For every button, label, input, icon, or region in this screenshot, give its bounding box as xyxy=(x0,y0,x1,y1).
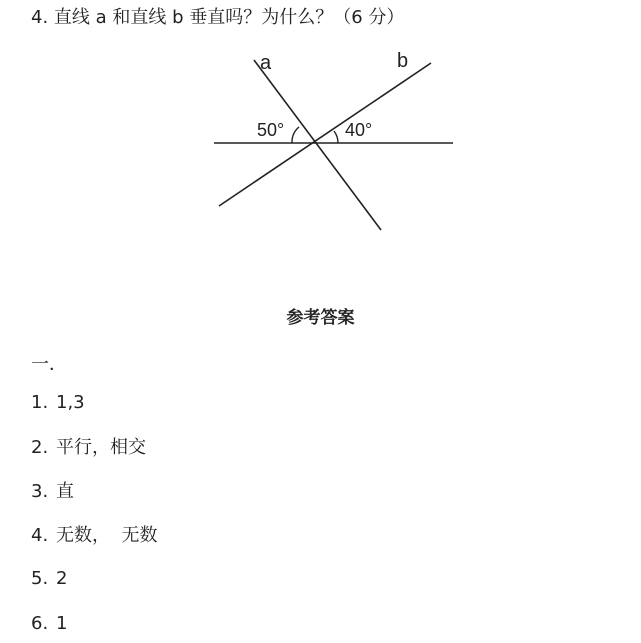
answer-text: 1,3 xyxy=(56,392,85,413)
answer-item xyxy=(31,480,74,504)
answer-text: 无数， 无数 xyxy=(56,525,158,546)
answer-number: 6. xyxy=(31,613,49,634)
angle-diagram xyxy=(200,45,470,245)
answer-number: 4. xyxy=(31,525,49,546)
angle-figure xyxy=(200,45,470,245)
answer-item xyxy=(31,567,67,591)
answer-item xyxy=(31,524,157,548)
answer-number: 1. xyxy=(31,392,49,413)
answer-text: 2 xyxy=(56,568,68,589)
line-b-label: b xyxy=(397,50,409,72)
answer-number: 5. xyxy=(31,568,49,589)
angle-arc-right xyxy=(334,131,338,143)
answer-text: 直 xyxy=(56,481,74,502)
answer-item xyxy=(31,391,85,415)
line-a-label: a xyxy=(260,52,272,74)
angle-arc-left xyxy=(292,127,299,143)
answer-number: 2. xyxy=(31,437,49,458)
line-b xyxy=(219,63,431,206)
question-text: 4. 直线 a 和直线 b 垂直吗？为什么？（6 分） xyxy=(31,7,405,28)
angle-right-label: 40° xyxy=(345,120,373,140)
answers-title: 参考答案 xyxy=(286,308,355,328)
angle-left-label: 50° xyxy=(257,120,285,140)
answer-text: 平行，相交 xyxy=(56,437,146,458)
section-mark: 一． xyxy=(31,354,67,375)
answer-text: 1 xyxy=(56,613,68,634)
answer-number: 3. xyxy=(31,481,49,502)
answer-item xyxy=(31,612,67,636)
line-a xyxy=(254,60,381,230)
answer-item xyxy=(31,436,146,460)
